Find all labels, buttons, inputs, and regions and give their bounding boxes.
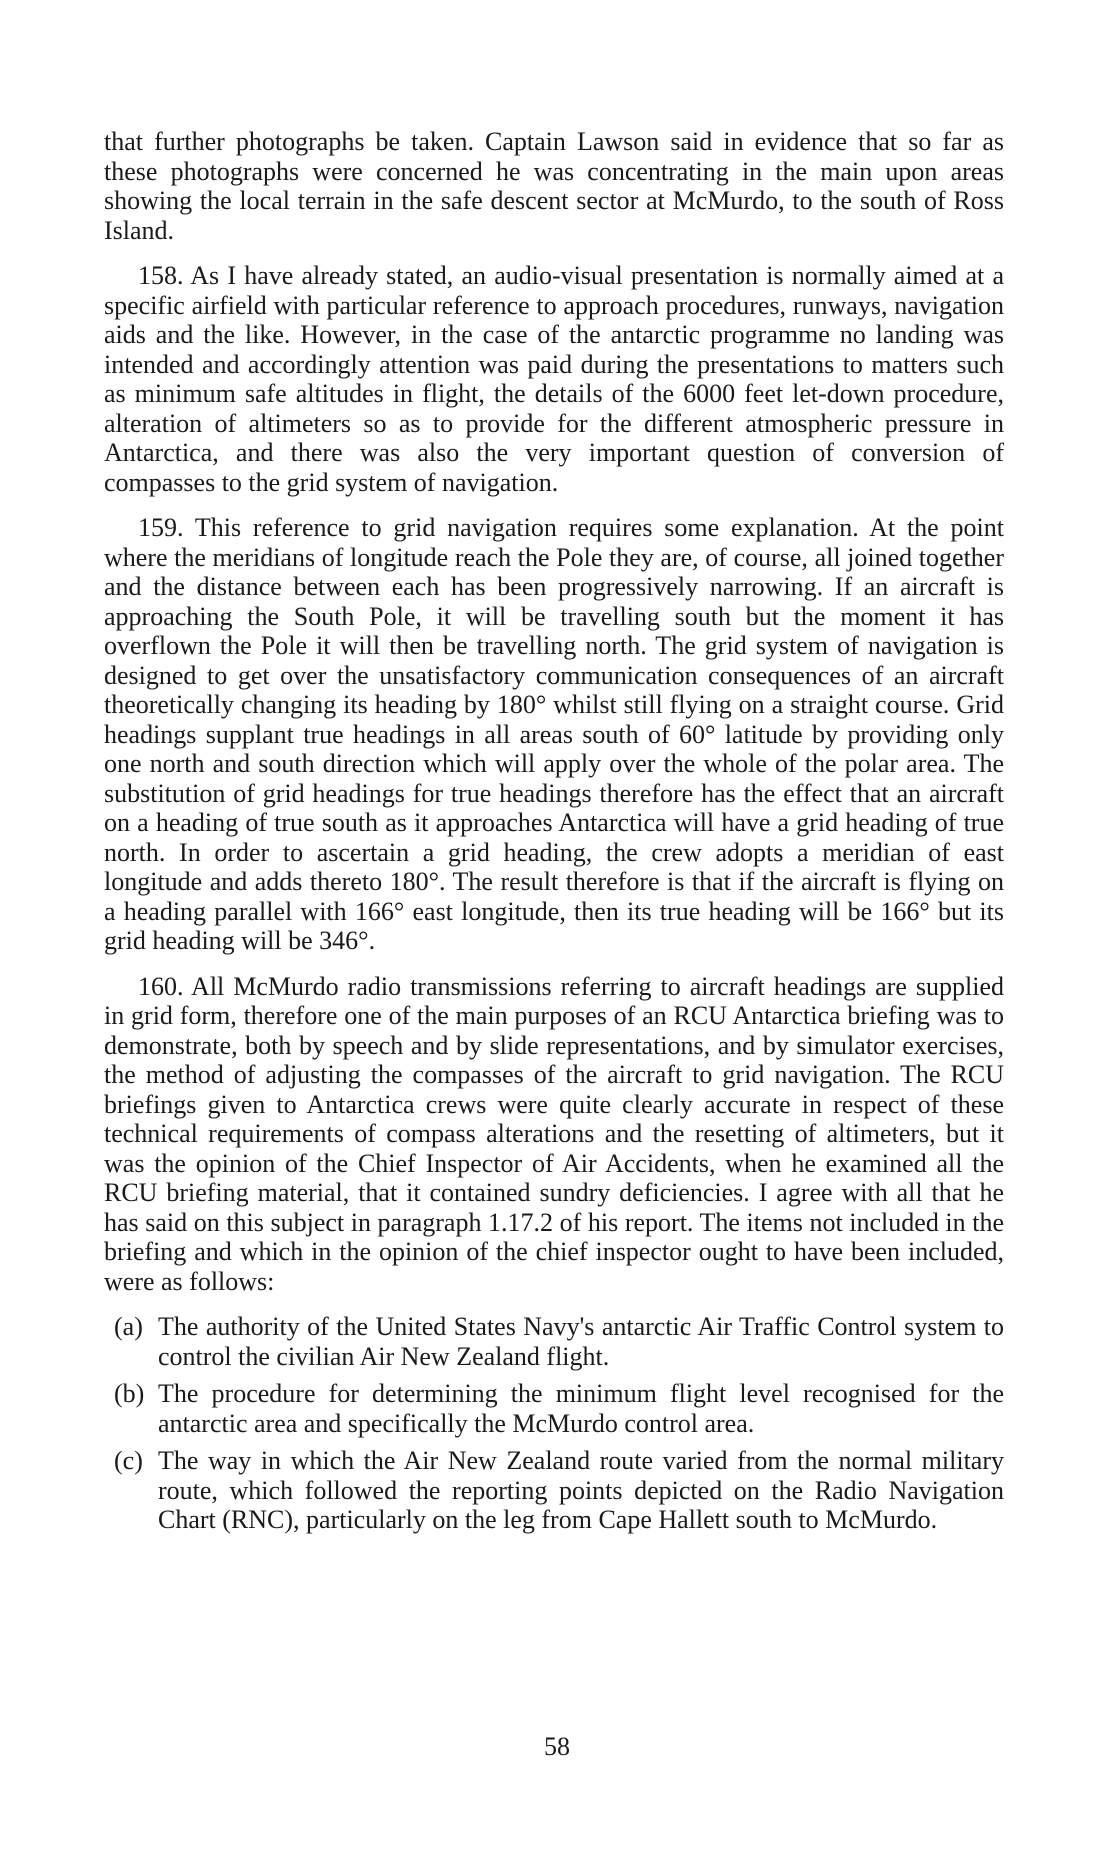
- list-item-text: The authority of the United States Navy's antarctic Air Traffic Control system to control the civilian Air New Zealand flight.: [158, 1312, 1004, 1371]
- deficiency-list: [104, 1312, 1004, 1535]
- list-item-text: The procedure for determining the minimum flight level recognised for the antarctic area and specifically the McMurdo control area.: [158, 1379, 1004, 1438]
- list-item-label: (c): [114, 1446, 143, 1475]
- list-item-a: [104, 1312, 1004, 1371]
- list-item-text: The way in which the Air New Zealand route varied from the normal military route, which followed the reporting points depicted on the Radio Navigation Chart (RNC), particularly on the leg from Cape Hallett south to McMurdo.: [158, 1446, 1004, 1534]
- paragraph-continuation: that further photographs be taken. Captain Lawson said in evidence that so far as these photographs were concerned he was concentrating in the main upon areas showing the local terrain in the safe descent sector at McMurdo, to the south of Ross Island.: [104, 127, 1004, 245]
- list-item-label: (a): [114, 1312, 143, 1341]
- paragraph-158: 158. As I have already stated, an audio-visual presentation is normally aimed at a specific airfield with particular reference to approach procedures, runways, navigation aids and the like. However, in the case of the antarctic programme no landing was intended and accordingly attention was paid during the presentations to matters such as minimum safe altitudes in flight, the details of the 6000 feet let-down procedure, alteration of altimeters so as to provide for the different atmospheric pressure in Antarctica, and there was also the very important question of conversion of compasses to the grid system of navigation.: [104, 261, 1004, 497]
- list-item-c: [104, 1446, 1004, 1535]
- paragraph-160: 160. All McMurdo radio transmissions referring to aircraft headings are supplied in grid form, therefore one of the main purposes of an RCU Antarctica briefing was to demonstrate, both by speech and by slide representations, and by simulator exercises, the method of adjusting the compasses of the aircraft to grid navigation. The RCU briefings given to Antarctica crews were quite clearly accurate in respect of these technical requirements of compass alterations and the resetting of altimeters, but it was the opinion of the Chief Inspector of Air Accidents, when he examined all the RCU briefing material, that it contained sundry deficiencies. I agree with all that he has said on this subject in paragraph 1.17.2 of his report. The items not included in the briefing and which in the opinion of the chief inspector ought to have been included, were as follows:: [104, 971, 1004, 1296]
- list-item-b: [104, 1379, 1004, 1438]
- document-page: [104, 127, 1004, 1543]
- paragraph-159: 159. This reference to grid navigation requires some explanation. At the point where the meridians of longitude reach the Pole they are, of course, all joined together and the distance between each has been progressively narrowing. If an aircraft is approaching the South Pole, it will be travelling south but the moment it has overflown the Pole it will then be travelling north. The grid system of navigation is designed to get over the unsatisfactory communication consequences of an aircraft theoretically changing its heading by 180° whilst still flying on a straight course. Grid headings supplant true headings in all areas south of 60° latitude by providing only one north and south direction which will apply over the whole of the polar area. The substitution of grid headings for true headings therefore has the effect that an aircraft on a heading of true south as it approaches Antarctica will have a grid heading of true north. In order to ascertain a grid heading, the crew adopts a meridian of east longitude and adds thereto 180°. The result therefore is that if the aircraft is flying on a heading parallel with 166° east longitude, then its true heading will be 166° but its grid heading will be 346°.: [104, 513, 1004, 955]
- page-number: 58: [544, 1732, 570, 1761]
- list-item-label: (b): [114, 1379, 145, 1408]
